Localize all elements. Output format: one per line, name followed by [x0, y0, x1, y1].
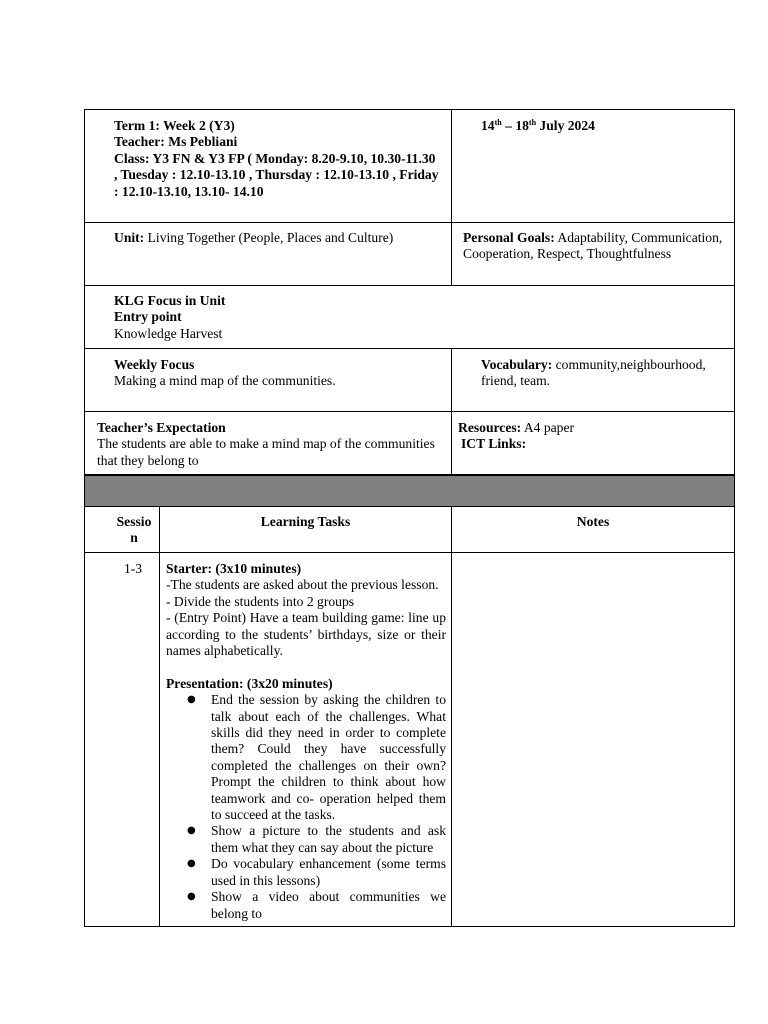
notes-header: Notes	[576, 514, 610, 529]
resources-label: Resources:	[458, 420, 522, 435]
vocabulary-value: community,neighbourhood, friend, team.	[481, 357, 706, 389]
knowledge-harvest: Knowledge Harvest	[114, 325, 223, 341]
list-item: ● Show a video about communities we belong to	[166, 889, 446, 922]
row-divider	[84, 285, 735, 286]
unit-label: Unit:	[114, 230, 145, 245]
resources-cell	[458, 420, 728, 453]
personal-goals-cell	[463, 230, 725, 263]
weekly-focus-title: Weekly Focus	[114, 357, 195, 372]
resources-value: A4 paper	[521, 420, 575, 435]
expectation-text: The students are able to make a mind map of the communities that they belong to	[97, 436, 435, 468]
table-border-right	[734, 109, 735, 927]
row-divider	[84, 348, 735, 349]
starter-title: Starter: (3x10 minutes)	[166, 561, 302, 576]
starter-line: - Divide the students into 2 groups	[166, 593, 355, 609]
unit-value: Living Together (People, Places and Culture)	[144, 230, 394, 245]
presentation-title: Presentation: (3x20 minutes)	[166, 675, 333, 691]
learning-tasks-header: Learning Tasks	[260, 514, 351, 529]
weekly-focus-text: Making a mind map of the communities.	[114, 373, 336, 389]
weekly-focus-cell	[114, 357, 444, 390]
unit-cell	[114, 230, 450, 246]
personal-goals-value: Adaptability, Communication, Cooperation, Respect, Thoughtfulness	[463, 230, 723, 262]
grey-band	[85, 476, 734, 506]
notes-cell	[452, 553, 734, 926]
vocabulary-label: Vocabulary:	[481, 357, 553, 372]
column-divider	[451, 109, 452, 286]
vocabulary-cell	[481, 357, 726, 390]
column-divider	[451, 348, 452, 475]
column-divider	[159, 506, 160, 927]
list-item: ● End the session by asking the children to talk about each of the challenges. What skills did they need in order to complete them? Could they have successfully completed the challenges on their own? Prompt the children to think about how teamwork and co- operation helped them to succeed at the tasks.	[166, 692, 446, 823]
header-info-cell	[114, 118, 450, 200]
date-range: 14th – 18th July 2024	[481, 118, 595, 133]
session-column-header: Sessio n	[116, 514, 152, 546]
teacher-line: Teacher: Ms Pebliani	[114, 134, 238, 150]
row-divider	[84, 411, 735, 412]
class-line: : 12.10-13.10, 13.10- 14.10	[114, 183, 264, 199]
expectation-title: Teacher’s Expectation	[97, 420, 226, 435]
learning-tasks-cell	[166, 561, 446, 922]
list-item: ● Show a picture to the students and ask them what they can say about the picture	[166, 823, 446, 856]
list-item: ● Do vocabulary enhancement (some terms used in this lessons)	[166, 856, 446, 889]
session-number: 1-3	[123, 561, 143, 576]
starter-line: - (Entry Point) Have a team building game: line up according to the students’ birthdays, size or their names alphabetically.	[166, 610, 446, 659]
row-divider	[84, 506, 735, 507]
personal-goals-label: Personal Goals:	[463, 230, 555, 245]
starter-line: -The students are asked about the previous lesson.	[166, 577, 439, 593]
klg-title: KLG Focus in Unit	[114, 293, 226, 308]
table-border-bottom	[84, 926, 735, 927]
class-line: Class: Y3 FN & Y3 FP ( Monday: 8.20-9.10, 10.30-11.30	[114, 150, 436, 166]
presentation-list	[166, 692, 446, 922]
term-line: Term 1: Week 2 (Y3)	[114, 118, 235, 133]
ict-links-label: ICT Links:	[461, 436, 527, 452]
class-line: , Tuesday : 12.10-13.10 , Thursday : 12.10-13.10 , Friday	[114, 167, 439, 183]
table-border-top	[84, 109, 735, 110]
expectation-cell	[97, 420, 447, 469]
klg-cell	[114, 293, 714, 342]
row-divider	[84, 222, 735, 223]
entry-point: Entry point	[114, 309, 182, 325]
